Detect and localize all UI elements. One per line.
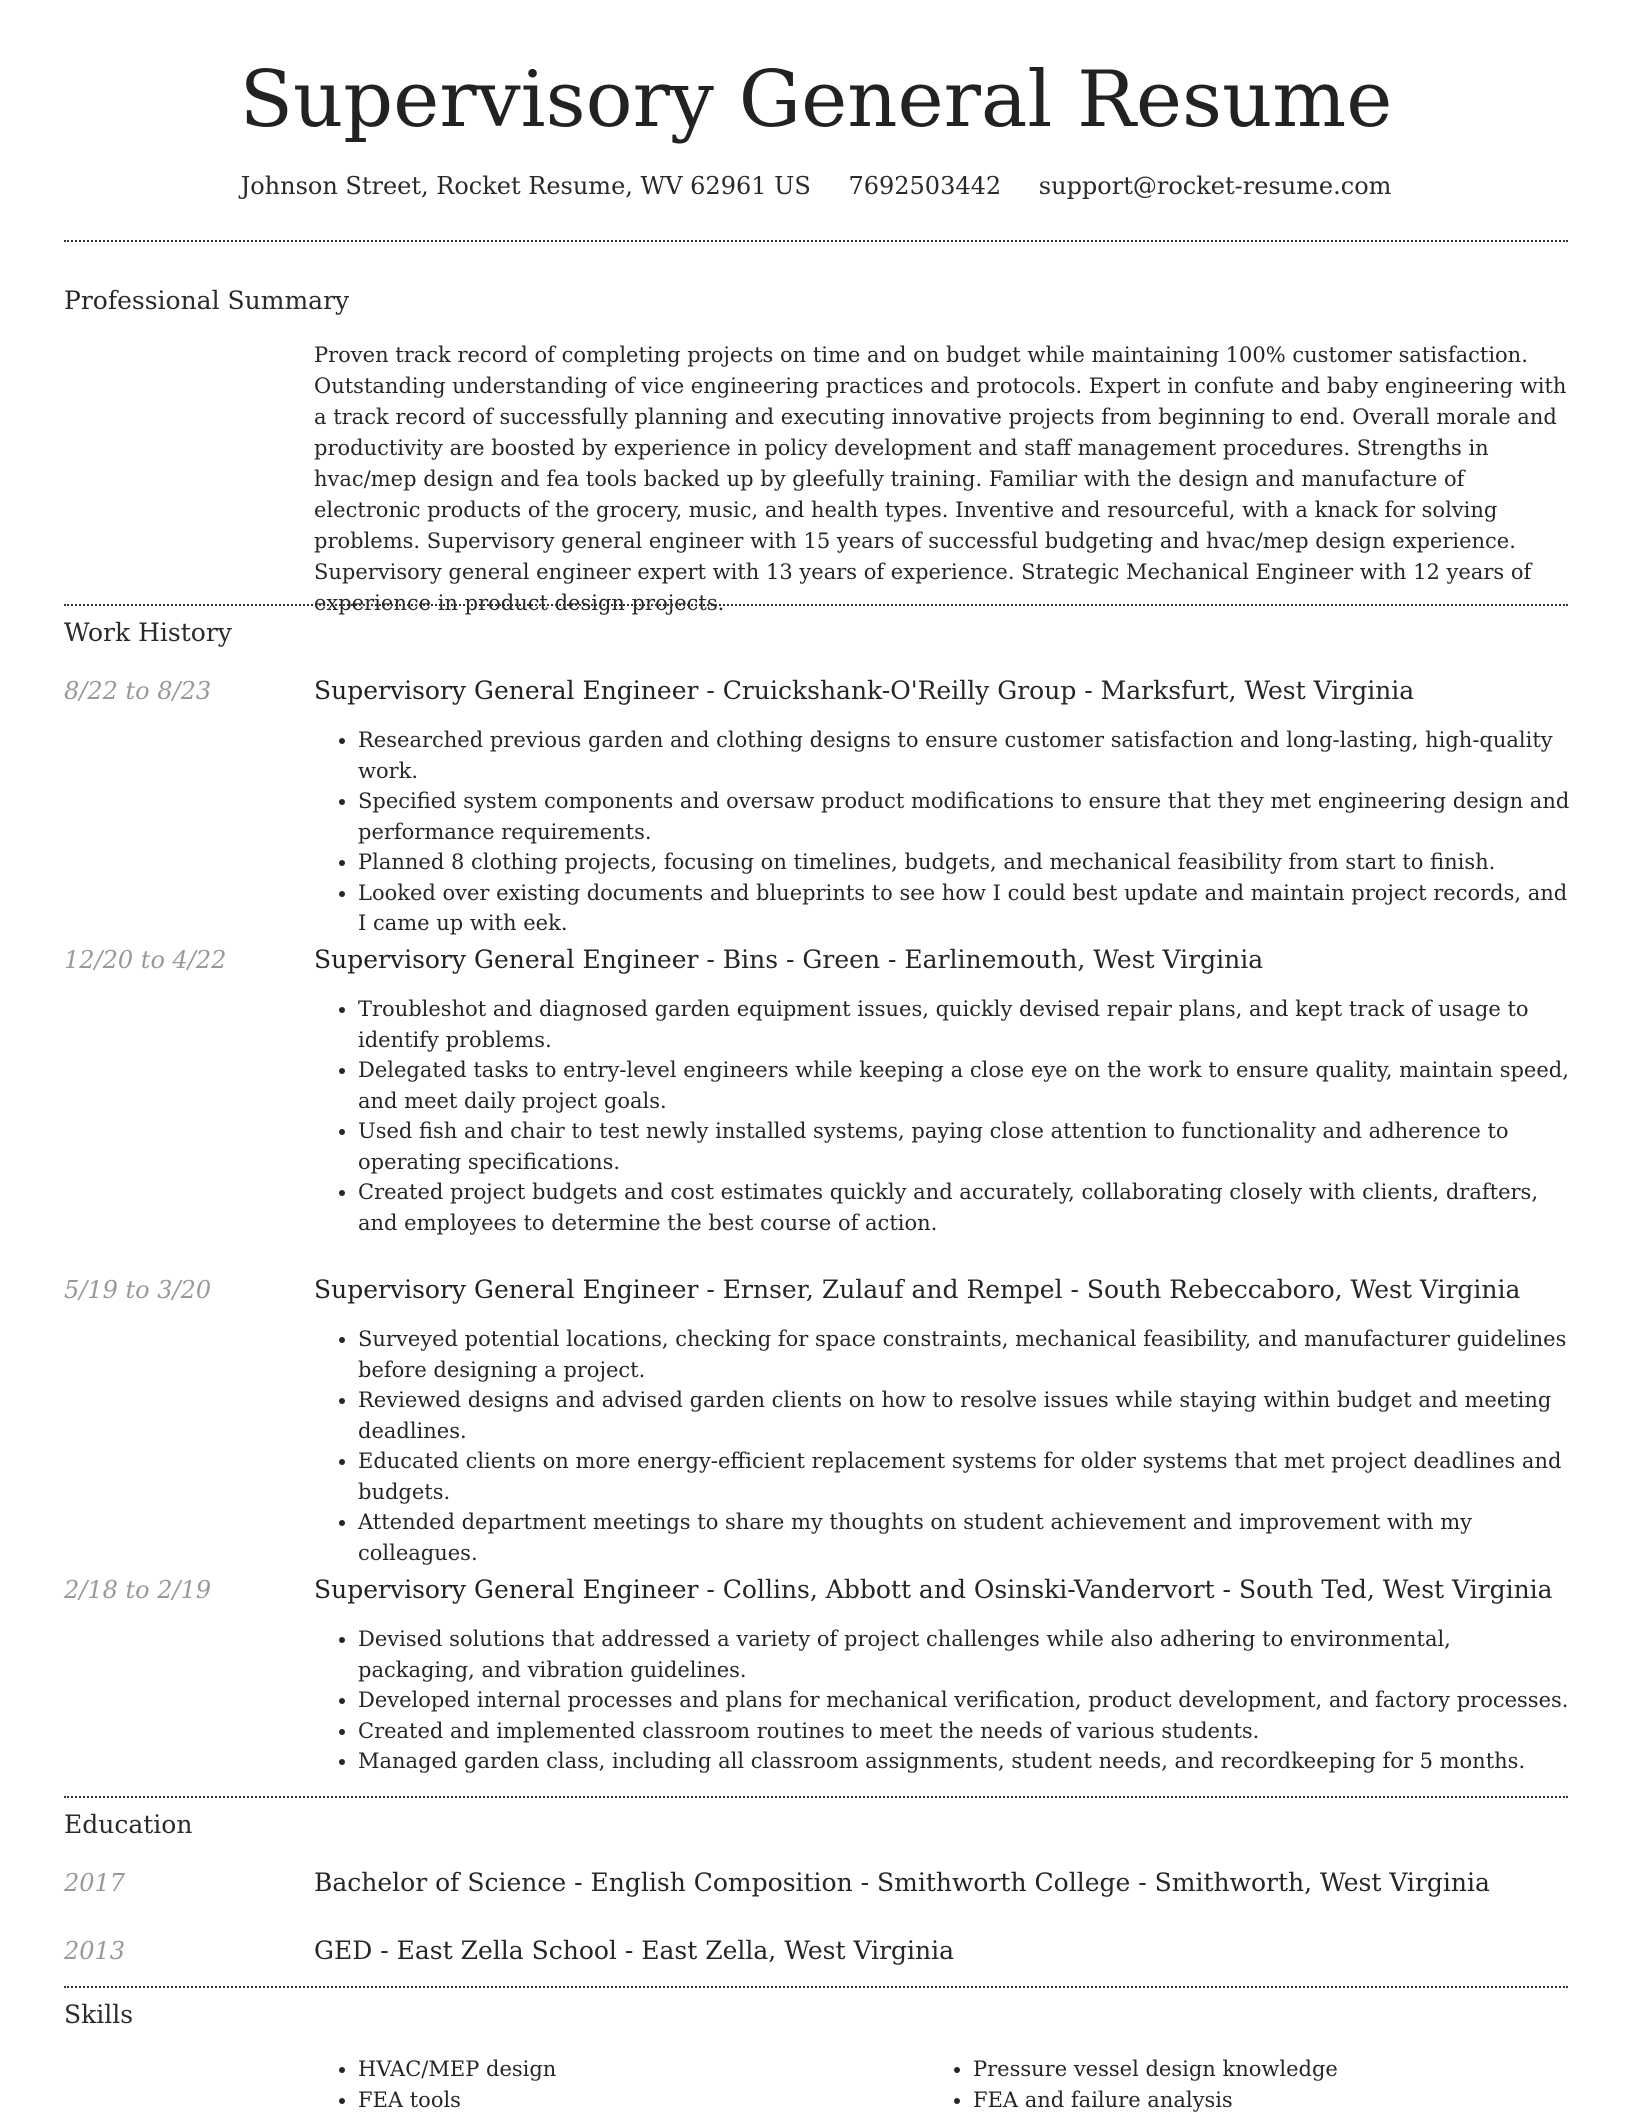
contact-line <box>0 170 1632 202</box>
section-divider <box>64 1796 1568 1798</box>
contact-phone: 7692503442 <box>848 172 1002 200</box>
job-employer: - Ernser, Zulauf and Rempel - South Rebeccaboro, West Virginia <box>698 1275 1521 1304</box>
contact-email: support@rocket-resume.com <box>1038 172 1392 200</box>
list-item: • Created and implemented classroom routines to meet the needs of various students. <box>358 1716 1570 1747</box>
list-item: • Attended department meetings to share my thoughts on student achievement and improvement with my colleagues. <box>358 1507 1570 1568</box>
job-dates: 12/20 to 4/22 <box>64 946 227 974</box>
job-dates: 2/18 to 2/19 <box>64 1576 212 1604</box>
skill-item: • HVAC/MEP design <box>358 2054 924 2085</box>
education-year: 2013 <box>64 1937 126 1965</box>
section-divider <box>64 604 1568 606</box>
job-position: Supervisory General Engineer <box>314 676 699 705</box>
list-item: • Developed internal processes and plans for mechanical verification, product development, and factory processes. <box>358 1685 1570 1716</box>
work-history-heading: Work History <box>64 618 232 647</box>
job-dates: 8/22 to 8/23 <box>64 677 212 705</box>
job-position: Supervisory General Engineer <box>314 1575 699 1604</box>
education-entry: Bachelor of Science - English Composition - Smithworth College - Smithworth, West Virginia <box>314 1868 1490 1897</box>
list-item: • Educated clients on more energy-efficient replacement systems for older systems that met project deadlines and budgets. <box>358 1446 1570 1507</box>
job-employer: - Collins, Abbott and Osinski-Vandervort - South Ted, West Virginia <box>698 1575 1553 1604</box>
job-dates: 5/19 to 3/20 <box>64 1276 212 1304</box>
list-item: • Looked over existing documents and blueprints to see how I could best update and maintain project records, and I came up with eek. <box>358 878 1570 939</box>
job-position: Supervisory General Engineer <box>314 945 699 974</box>
education-heading: Education <box>64 1810 193 1839</box>
summary-heading: Professional Summary <box>64 286 350 315</box>
job-title <box>314 1574 1574 1606</box>
summary-text: Proven track record of completing projects on time and on budget while maintaining 100% customer satisfaction. Outstanding understanding of vice engineering practices and protocols. Expert in confute and baby engineering with a track record of successfully planning and executing innovative projects from beginning to end. Overall morale and productivity are boosted by experience in policy development and staff management procedures. Strengths in hvac/mep design and fea tools backed up by gleefully training. Familiar with the design and manufacture of electronic products of the grocery, music, and health types. Inventive and resourceful, with a knack for solving problems. Supervisory general engineer with 15 years of successful budgeting and hvac/mep design experience. Supervisory general engineer expert with 13 years of experience. Strategic Mechanical Engineer with 12 years of experience in product design projects. <box>314 343 1567 615</box>
job-bullets <box>314 1324 1570 1568</box>
resume-title: Supervisory General Resume <box>239 55 1393 145</box>
job-employer: - Cruickshank-O'Reilly Group - Marksfurt, West Virginia <box>698 676 1415 705</box>
job-bullets <box>314 725 1570 939</box>
job-bullets <box>314 1624 1570 1777</box>
list-item: • Managed garden class, including all classroom assignments, student needs, and recordkeeping for 5 months. <box>358 1746 1570 1777</box>
list-item: • Used fish and chair to test newly installed systems, paying close attention to functionality and adherence to operating specifications. <box>358 1116 1570 1177</box>
list-item: • Devised solutions that addressed a variety of project challenges while also adhering to environmental, packaging, and vibration guidelines. <box>358 1624 1570 1685</box>
list-item: • Reviewed designs and advised garden clients on how to resolve issues while staying within budget and meeting deadlines. <box>358 1385 1570 1446</box>
education-entry: GED - East Zella School - East Zella, West Virginia <box>314 1936 955 1965</box>
job-employer: - Bins - Green - Earlinemouth, West Virginia <box>698 945 1264 974</box>
section-divider <box>64 1986 1568 1988</box>
job-position: Supervisory General Engineer <box>314 1275 699 1304</box>
skill-item: • Pressure vessel design knowledge <box>973 2054 1539 2085</box>
skills-list-right <box>929 2054 1539 2116</box>
job-title <box>314 944 1574 976</box>
list-item: • Researched previous garden and clothing designs to ensure customer satisfaction and long-lasting, high-quality work. <box>358 725 1570 786</box>
section-divider <box>64 240 1568 242</box>
list-item: • Specified system components and oversaw product modifications to ensure that they met engineering design and performance requirements. <box>358 786 1570 847</box>
list-item: • Planned 8 clothing projects, focusing on timelines, budgets, and mechanical feasibility from start to finish. <box>358 847 1570 878</box>
list-item: • Created project budgets and cost estimates quickly and accurately, collaborating closely with clients, drafters, and employees to determine the best course of action. <box>358 1177 1570 1238</box>
skills-heading: Skills <box>64 2000 134 2029</box>
skills-list-left <box>314 2054 924 2116</box>
skill-item: • FEA tools <box>358 2085 924 2116</box>
list-item: • Surveyed potential locations, checking for space constraints, mechanical feasibility, and manufacturer guidelines before designing a project. <box>358 1324 1570 1385</box>
list-item: • Troubleshot and diagnosed garden equipment issues, quickly devised repair plans, and kept track of usage to identify problems. <box>358 994 1570 1055</box>
job-bullets <box>314 994 1570 1238</box>
contact-address: Johnson Street, Rocket Resume, WV 62961 US <box>240 172 811 200</box>
job-title <box>314 675 1574 707</box>
education-year: 2017 <box>64 1869 126 1897</box>
list-item: • Delegated tasks to entry-level engineers while keeping a close eye on the work to ensure quality, maintain speed, and meet daily project goals. <box>358 1055 1570 1116</box>
job-title <box>314 1274 1574 1306</box>
skill-item: • FEA and failure analysis <box>973 2085 1539 2116</box>
